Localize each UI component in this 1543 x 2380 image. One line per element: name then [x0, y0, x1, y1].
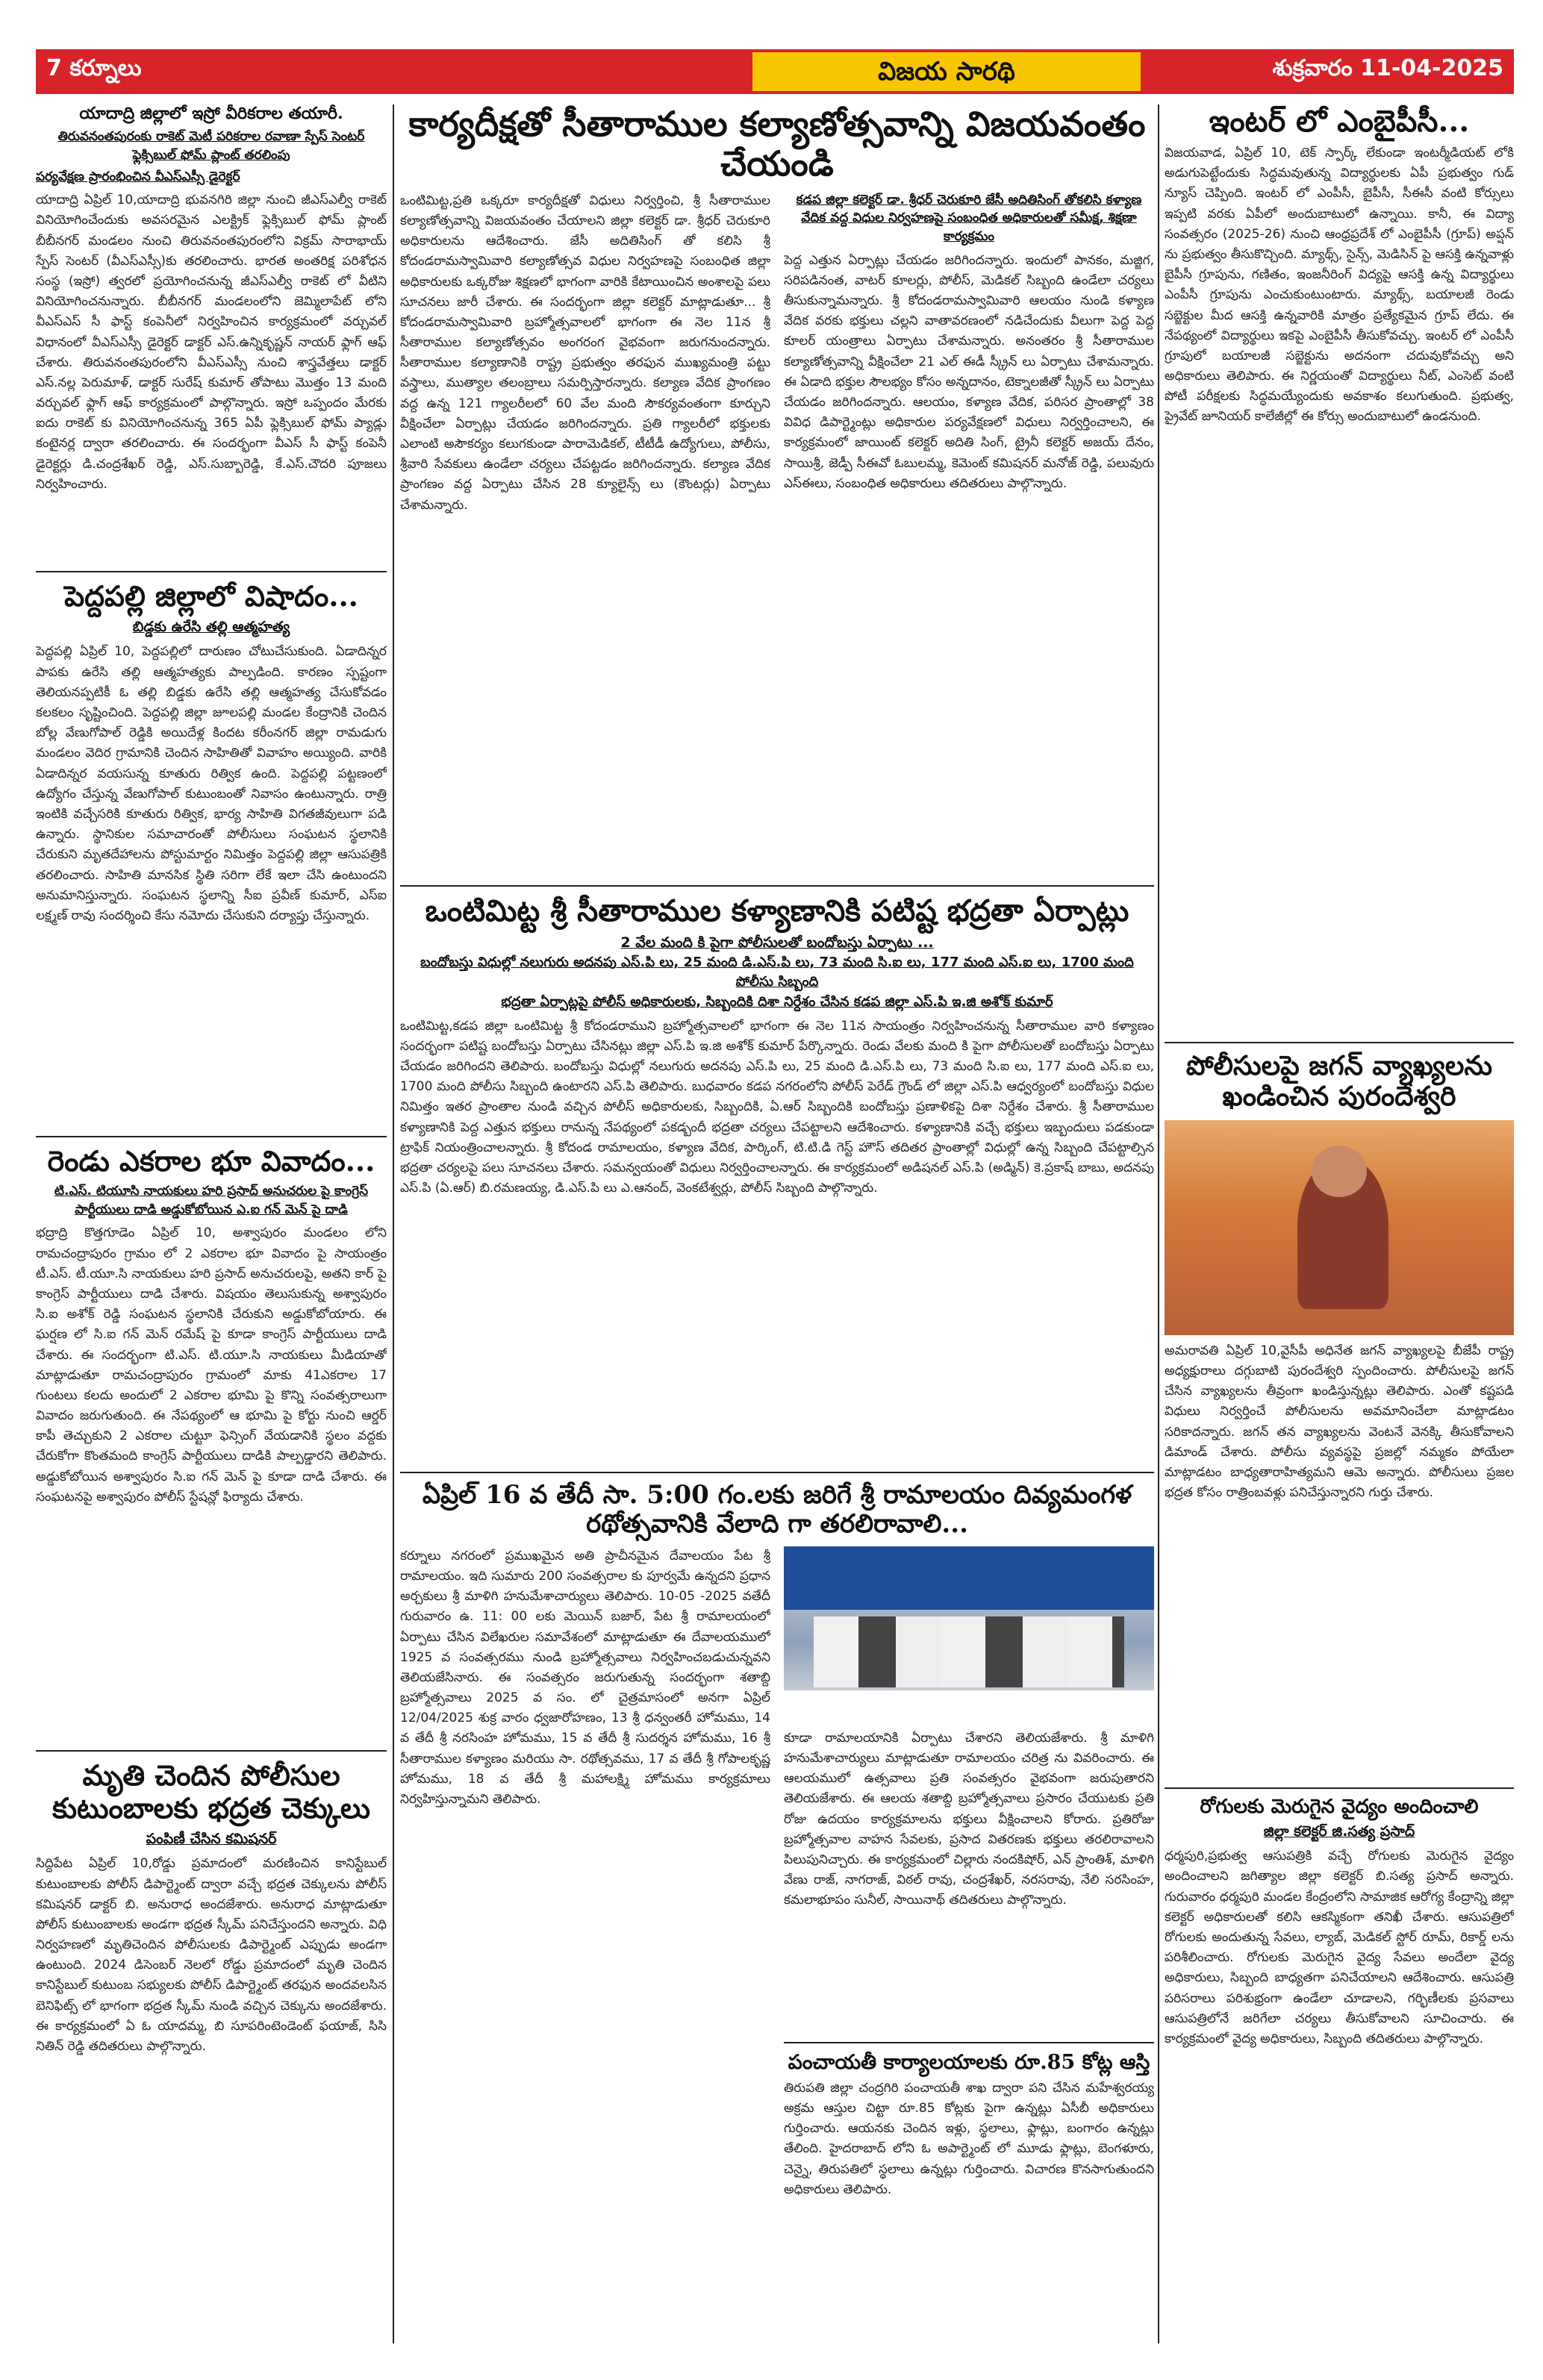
article-isro — [36, 104, 387, 563]
article-body: ఒంటిమిట్ట,ప్రతి ఒక్కరూ కార్యదీక్షతో విధులు నిర్వర్తించి, శ్రీ సీతారాముల కల్యాణోత్సవాన్ని విజయవంతం చేయాలని జిల్లా కలెక్టర్ డా. శ్రీధర్ చెరుకూరి అధికారులను ఆదేశించారు. జేసీ అదితిసింగ్ తో కలిసి శ్రీ కోదండరామస్వామివారి కల్యాణోత్సవ విధుల నిర్వహణపై సంబంధిత జిల్లా అధికారులకు ఒక్కరోజు శిక్షణలో భాగంగా వారికి కేటాయించిన అంశాలపై పలు సూచనలు జారీ చేశారు. ఈ సందర్భంగా జిల్లా కలెక్టర్ మాట్లాడుతూ... శ్రీ కోదండరామస్వామివారి బ్రహ్మోత్సవాలలో భాగంగా ఈ నెల 11న శ్రీ సీతారాముల కల్యాణోత్సవం అంగరంగ వైభవంగా జరుగనుందన్నారు. సీతారాముల కల్యాణానికి రాష్ట్ర ప్రభుత్వం తరఫున ముఖ్యమంత్రి పట్టు వస్త్రాలు, ముత్యాల తలంబ్రాలు సమర్పిస్తారన్నారు. కల్యాణ వేదిక ప్రాంగణం వద్ద ఉన్న 121 గ్యాలరీలలో 60 వేల మంది సౌకర్యవంతంగా కూర్చుని వీక్షించేలా ఏర్పాట్లు చేయడం జరిగిందన్నారు. ప్రతి గ్యాలరీలో భక్తులకు ఎలాంటి అసౌకర్యం కలుగకుండా పారామెడికల్, టీటీడీ ఉద్యోగులు, పోలీసు, శ్రీవారి సేవకులు ఉండేలా చర్యలు చేపట్టడం జరిగిందన్నారు. కల్యాణ వేదిక ప్రాంగణం వద్ద ఏర్పాటు చేసిన 28 క్యూలైన్స్ లు (కౌంటర్లు) ఏర్పాటు చేశామన్నారు. — [400, 193, 770, 513]
article-body: ధర్మపురి,ప్రభుత్వ ఆసుపత్రికి వచ్చే రోగులకు మెరుగైన వైద్యం అందించాలని జగిత్యాల జిల్లా కలెక్టర్ బి.సత్య ప్రసాద్ అన్నారు. గురువారం ధర్మపురి మండల కేంద్రంలోని సామాజిక ఆరోగ్య కేంద్రాన్ని జిల్లా కలెక్టర్ అధికారులతో కలిసి ఆకస్మికంగా తనిఖీ చేశారు. ఆసుపత్రిలో రోగులకు అందుతున్న సేవలు, ల్యాబ్, మెడికల్ స్టోర్ రూమ్, రికార్డ్ లను పరిశీలించారు. రోగులకు మెరుగైన వైద్య సేవలు అందేలా వైద్య అధికారులు, సిబ్బంది బాధ్యతగా పనిచేయాలని ఆదేశించారు. ఆసుపత్రి పరిసరాలు పరిశుభ్రంగా ఉండేలా చూడాలని, గర్భిణీలకు ప్రసవాలు ఆసుపత్రిలోనే జరిగేలా చర్యలు తీసుకోవాలని సూచించారు. ఈ కార్యక్రమంలో వైద్య అధికారులు, సిబ్బంది తదితరులు పాల్గొన్నారు. — [1165, 1849, 1514, 2046]
article-subheadline: తిరువనంతపురంకు రాకెట్ మెటీ పరికరాల రవాణా స్పేస్ సెంటర్ ఫ్లెక్సిబుల్ ఫోమ్ ప్లాంట్ తరలింపు — [57, 129, 365, 163]
newspaper-page — [36, 49, 1514, 2348]
article-headline: మృతి చెందిన పోలీసుల కుటుంబాలకు భద్రత చెక్కులు — [52, 1758, 370, 1825]
page-number-district: 7 కర్నూలు — [46, 55, 142, 81]
article-subheadline: జిల్లా కలెక్టర్ జి.సత్య ప్రసాద్ — [1263, 1823, 1415, 1840]
article-body: తిరుపతి జిల్లా చంద్రగిరి పంచాయతీ శాఖ ద్వారా పని చేసిన మహేశ్వరయ్య అక్రమ ఆస్తుల చిట్టా రూ.85 కోట్లకు పైగా ఉన్నట్లు ఏసీబీ అధికారులు గుర్తించారు. ఆయనకు చెందిన ఇళ్లు, స్థలాలు, ఫ్లాట్లు, బంగారం ఉన్నట్లు తేలింది. హైదరాబాద్ లోని ఓ అపార్ట్మెంట్ లో మూడు ఫ్లాట్లు, బెంగళూరు, చెన్నై, తిరుపతిలో స్థలాలు ఉన్నట్లు గుర్తించారు. విచారణ కొనసాగుతుందని అధికారులు తెలిపారు. — [784, 2080, 1154, 2197]
photo-table — [784, 1690, 1154, 1722]
article-hospital — [1165, 1796, 1514, 2339]
article-body: పెద్ద ఎత్తున ఏర్పాట్లు చేయడం జరిగిందన్నారు. ఇందులో పానకం, మజ్జిగ, సరిపడినంత, వాటర్ కూలర్లు, పోలీస్, మెడికల్ సిబ్బంది ఉండేలా చర్యలు తీసుకున్నామన్నారు. శ్రీ కోదండరామస్వామివారి ఆలయం నుండి కళ్యాణ వేదిక వరకు భక్తులు చల్లని వాతావరణంలో నడిచేందుకు వీలుగా పెద్ద పెద్ద కూలర్ యంత్రాలు ఏర్పాటు చేశామన్నారు. అనంతరం శ్రీ సీతారాముల కల్యాణోత్సవాన్ని వీక్షించేలా 21 ఎల్ ఈడీ స్క్రీన్ లు ఏర్పాటు చేశామన్నారు. ఈ ఏడాది భక్తుల సౌలభ్యం కోసం అన్నదానం, టెక్నాలజీతో స్క్రీన్ లు ఏర్పాటు చేయడం జరిగిందన్నారు. ఆలయం, కళ్యాణ వేదిక, పరిసర ప్రాంతాల్లో 38 వివిధ డిపార్ట్మెంట్లు అధికారుల పర్యవేక్షణలో విధులు నిర్వర్తించాలని, ఈ కార్యక్రమంలో జాయింట్ కలెక్టర్ అదితి సింగ్, ట్రైనీ కలెక్టర్ అజయ్ దేనం, సాయిశ్రీ, జెడ్పీ సీఈవో ఓబులమ్మ, కెమెంట్ కమిషనర్ మనోజ్ రెడ్డి, పలువురు ఎస్ఈలు, సంబంధిత అధికారులు తదితరులు పాల్గొన్నారు. — [784, 252, 1154, 491]
article-police-families — [36, 1759, 387, 2242]
divider — [400, 885, 1154, 887]
article-body: విజయవాడ, ఏప్రిల్ 10, టెక్ స్పార్క్ లేకుండా ఇంటర్మీడియట్ లోకి అడుగుపెట్టేందుకు సిద్ధమవుతున్న విద్యార్థులకు ఏపీ ప్రభుత్వం గుడ్ న్యూస్ చెప్పింది. ఇంటర్ లో ఎంపీసీ, బైపీసీ, సీఈసీ వంటి కోర్సులు ఇప్పటి వరకు ఏపీలో అందుబాటులో ఉన్నాయి. కానీ, ఈ విద్యా సంవత్సరం (2025-26) నుంచి ఆంధ్రప్రదేశ్ లో ఎంబైపీసీ (గ్రూప్) అప్షన్ ను ప్రభుత్వం తీసుకొచ్చింది. మ్యాథ్స్, సైన్స్, మెడిసిన్ పై ఆసక్తి ఉన్నవాళ్లు బైపీసీ గ్రూపును, గణితం, ఇంజనీరింగ్ విద్యపై ఆసక్తి ఉన్న విద్యార్థులు ఎంపీసీ గ్రూపును ఎంచుకుంటుంటారు. మ్యాథ్స్, బయాలజీ రెండు సబ్జెక్టుల మీద ఆసక్తి ఉన్నవారికి మాత్రం ప్రత్యేకమైన గ్రూప్ లేదు. ఈ నేపథ్యంలో విద్యార్థులు ఇకపై ఎంబైపీసీ తీసుకోవచ్చు. ఇంటర్ లో ఎంపీసీ గ్రూపులో బయాలజీ సబ్జెక్టును అదనంగా చదువుకోవచ్చు అని అధికారులు తెలిపారు. ఈ నిర్ణయంతో విద్యార్థులు నీట్, ఎంసెట్ వంటి పోటీ పరీక్షలకు సిద్ధమయ్యేందుకు అవకాశం కలుగుతుంది. ప్రభుత్వ, ప్రైవేట్ జూనియర్ కాలేజీల్లో ఈ కోర్సు అందుబాటులో ఉండనుంది. — [1165, 146, 1514, 425]
article-security — [400, 894, 1154, 1464]
article-kalyanotsavam — [400, 104, 1154, 878]
article-purandeswari — [1165, 1051, 1514, 1780]
article-headline: ఏప్రిల్ 16 వ తేదీ సా. 5:00 గం.లకు జరిగే శ్రీ రామాలయం దివ్యమంగళ రథోత్సవానికి వేలాది గా తరలిరావాలి... — [422, 1479, 1132, 1539]
article-body: అమరావతి ఏప్రిల్ 10,వైసీపీ అధినేత జగన్ వ్యాఖ్యలపై బీజేపీ రాష్ట్ర అధ్యక్షురాలు దగ్గుబాటి పురందేశ్వరి స్పందించారు. పోలీసులపై జగన్ చేసిన వ్యాఖ్యలను తీవ్రంగా ఖండిస్తున్నట్లు తెలిపారు. ఎంతో కష్టపడి విధులు నిర్వర్తించే పోలీసులను అవమానించేలా మాట్లాడటం సరికాదన్నారు. జగన్ తన వ్యాఖ్యలను వెంటనే వెనక్కి తీసుకోవాలని డిమాండ్ చేశారు. పోలీసు వ్యవస్థపై ప్రజల్లో నమ్మకం పోయేలా మాట్లాడటం బాధ్యతారాహిత్యమని ఆమె అన్నారు. పోలీసులు ప్రజల భద్రత కోసం రాత్రింబవళ్లు పనిచేస్తున్నారని గుర్తు చేశారు. — [1165, 1343, 1514, 1501]
column-divider — [1158, 104, 1159, 2343]
divider — [1165, 1787, 1514, 1789]
article-subheadline: బిడ్డకు ఉరేసి తల్లి ఆత్మహత్య — [132, 618, 290, 635]
column-left — [36, 104, 387, 2242]
masthead — [36, 49, 1514, 94]
article-headline: పోలీసులపై జగన్ వ్యాఖ్యలను ఖండించిన పురందేశ్వరి — [1185, 1050, 1493, 1113]
divider — [400, 1472, 1154, 1473]
article-subheadline: భద్రతా ఏర్పాట్లపై పోలీస్ అధికారులకు, సిబ్బందికి దిశా నిర్దేశం చేసిన కడప జిల్లా ఎస్.పి ఇ.జి అశోక్ కుమార్ — [501, 993, 1053, 1010]
article-subheadline: బందోబస్తు విధుల్లో నలుగురు అదనపు ఎస్.పి లు, 25 మంది డి.ఎస్.పి లు, 73 మంది సి.ఐ లు, 177 మంది ఎస్.ఐ లు, 1700 మంది పోలీసు సిబ్బంది — [420, 955, 1134, 990]
article-subheadline: పంపిణీ చేసిన కమిషనర్ — [146, 1830, 277, 1847]
newspaper-title-box — [752, 52, 1141, 91]
article-land-dispute — [36, 1145, 387, 1743]
article-body: భద్రాద్రి కొత్తగూడెం ఏప్రిల్ 10, అశ్వాపురం మండలం లోని రామచంద్రాపురం గ్రామం లో 2 ఎకరాల భూ వివాదం పై సాయంత్రం టీ.ఎస్. టీ.యూ.సి నాయకులు హరి ప్రసాద్ అనుచరులపై, అతని కార్ పై కాంగ్రెస్ పార్టీయులు దాడి చేశారు. విషయం తెలుసుకున్న అశ్వాపురం సి.ఐ అశోక్ రెడ్డి సంఘటన స్థలానికి చేరుకుని అడ్డుకోబోయారు. ఈ ఘర్షణ లో సి.ఐ గన్ మెన్ రమేష్ పై కూడా కాంగ్రెస్ పార్టీయులు దాడి చేశారు. ఈ సందర్భంగా టి.ఎస్. టి.యూ.సి నాయకులు మీడియాతో మాట్లాడుతూ రామచంద్రాపురం గ్రామంలో మాకు 41ఎకరాల 17 గుంటలు కలదు అందులో 2 ఎకరాల భూమి పై కొన్ని సంవత్సరాలుగా వివాదం జరుగుతుంది. ఈ నేపథ్యంలో ఆ భూమి పై కోర్టు నుంచి ఆర్డర్ కాపీ తెచ్చుకుని 2 ఎకరాల చుట్టూ ఫెన్సింగ్ వేయడానికి స్థలం వద్దకు చేరుకోగా కొంతమంది కాంగ్రెస్ పార్టీయులు దాడికి పాల్పడ్డారని తెలిపారు. అడ్డుకోబోయిన అశ్వాపురం సి.ఐ గన్ మెన్ పై కూడా దాడి చేశారు. ఈ సంఘటనపై అశ్వాపురం పోలీస్ స్టేషన్లో ఫిర్యాదు చేశారు. — [36, 1225, 387, 1505]
column-center — [400, 104, 1154, 2225]
article-headline: పెద్దపల్లి జిల్లాలో విషాదం... — [64, 579, 358, 613]
article-headline: రోగులకు మెరుగైన వైద్యం అందించాలి — [1200, 1795, 1479, 1818]
publication-date: శుక్రవారం 11-04-2025 — [1272, 55, 1503, 81]
article-headline: యాదాద్రి జిల్లాలో ఇస్రో వీరికరాల తయారీ. — [79, 104, 343, 123]
article-headline: రెండు ఎకరాల భూ వివాదం... — [47, 1144, 375, 1178]
article-body: కర్నూలు నగరంలో ప్రముఖమైన అతి ప్రాచీనమైన దేవాలయం పేట శ్రీ రామాలయం. ఇది సుమారు 200 సంవత్సరాల కు పూర్వమే ఉన్నదని ప్రధాన అర్చకులు శ్రీ మాళిగి హనుమేశాచార్యులు తెలిపారు. 10-05 -2025 వతేదీ గురువారం ఉ. 11: 00 లకు మెయిన్ బజార్, పేట శ్రీ రామాలయంలో ఏర్పాటు చేసిన విలేఖరుల సమావేశంలో మాట్లాడుతూ ఈ దేవాలయములో 1925 వ సంవత్సరము నుండి బ్రహ్మోత్సవాలు నిర్వహించబడుచున్నవని తెలియజేసినారు. ఈ సంవత్సరం జరుగుతున్న సందర్భంగా శతాబ్ది బ్రహ్మోత్సవాలు 2025 వ సం. లో చైత్రమాసంలో అనగా ఏప్రిల్ 12/04/2025 శుక్ర వారం ధ్వజారోహణం, 13 శ్రీ ధన్వంతరీ హోమము, 14 వ తేదీ శ్రీ నరసింహ హోమము, 15 వ తేదీ శ్రీ సుదర్శన హోమము, 16 శ్రీ సీతారాముల కళ్యాణం మరియు సా. రథోత్సవము, 17 వ తేదీ శ్రీ గోపాలకృష్ణ హోమము, 18 వ తేదీ శ్రీ మహాలక్ష్మి హోమము కార్యక్రమాలు నిర్వహిస్తున్నామని తెలిపారు. — [400, 1548, 770, 1808]
newspaper-title: విజయ సారథి — [878, 57, 1015, 87]
article-body: కూడా రామాలయానికి ఏర్పాటు చేశారని తెలియజేశారు. శ్రీ మాళిగి హనుమేశాచార్యులు మాట్లాడుతూ రామాలయం చరిత్ర ను వివరించారు. ఈ ఆలయములో ఉత్సవాలు ప్రతి సంవత్సరం వైభవంగా జరుపుతారని తెలియజేశారు. ఈ ఆలయ శతాబ్ది బ్రహ్మోత్సవాలు ప్రసారం చేయుటకు ప్రతి రోజు ఉదయం కార్యక్రమాలను భక్తులు వీక్షించాలని కోరారు. ప్రతిరోజు బ్రహ్మోత్సవాల వాహన సేవలకు, ప్రసాద వితరణకు భక్తులు తరలిరావాలని పిలుపునిచ్చారు. ఈ కార్యక్రమంలో చిల్లారు నందకిషోర్, ఎన్ ప్రాంతిశ్, మాళిగి వేణు రాజ్, నాగరాజ్, విఠల్ రావు, చంద్రశేఖర్, నరసరావు, నేలి సరసింహ, కమలాభూపం సునీల్, సాయినాథ్ తదితరులు పాల్గొన్నారు. — [784, 1730, 1154, 1908]
article-subheadline: టి.ఎస్. టియూసి నాయకులు హరి ప్రసాద్ అనుచరుల పై కాంగ్రెస్ పార్టీయులు దాడి అడ్డుకోబోయిన ఎ.ఐ గన్ మెన్ పై దాడి — [54, 1184, 369, 1217]
purandeswari-photo — [1165, 1120, 1514, 1335]
divider — [784, 2042, 1154, 2043]
article-headline: కార్యదీక్షతో సీతారాముల కల్యాణోత్సవాన్ని విజయవంతం చేయండి — [408, 104, 1146, 184]
article-subheadline: కడప జిల్లా కలెక్టర్ డా. శ్రీధర్ చెరుకూరి జేసీ అదితిసింగ్ తోకలిసి కళ్యాణ వేదిక వద్ద విధుల నిర్వహణపై సంబంధిత అధికారులతో సమీక్ష, శిక్షణా కార్యక్రమం — [796, 192, 1142, 245]
press-meet-photo — [784, 1546, 1154, 1722]
article-body: యాదాద్రి ఏప్రిల్ 10,యాదాద్రి భువనగిరి జిల్లా నుంచి జీఎస్ఎల్వీ రాకెట్ వినియోగించేందుకు అవసరమైన ఎలక్ట్రిక్ ఫ్లెక్సిబుల్ ఫోమ్ ప్లాంట్ బీబీనగర్ మండలం నుంచి తిరువనంతపురంలోని విక్రమ్ సారాభాయ్ స్పేస్ సెంటర్ (వీఎస్ఎస్సీ)కు తరలించారు. భారత అంతరిక్ష పరిశోధన సంస్థ (ఇస్రో) త్వరలో ప్రయోగించనున్న జీఎస్ఎల్వీ రాకెట్ లో వీటిని వినియోగించనున్నారు. బీబీనగర్ మండలంలోని జెమ్మిలాపేట్ లోని వీఎస్ఎస్ సీ ఫాస్ట్ కంపెనీలో నిర్వహించిన కార్యక్రమంలో వర్చువల్ విధానంలో వీఎస్ఎస్సీ డైరెక్టర్ డాక్టర్ ఎస్.ఉన్నికృష్ణన్ నాయర్ ఫ్లాగ్ ఆఫ్ చేశారు. తిరువనంతపురంలోని వీఎస్ఎస్సీ నుంచి శాస్త్రవేత్తలు డాక్టర్ ఎస్.నల్ల పెరుమాళ్, డాక్టర్ సురేష్ కుమార్ తోపాటు మొత్తం 13 మంది వర్చువల్ ఫ్లాగ్ ఆఫ్ కార్యక్రమంలో పాల్గొన్నారు. ఇస్రో ఒప్పందం మేరకు ఐదు రాకెట్ కు వినియోగించనున్న 365 ఏపీ ఫ్లెక్సిబుల్ ఫోమ్ ప్యాడ్లు కంటైనర్ల ద్వారా తరలించారు. ఈ సందర్భంగా వీఎస్ సీ ఫాస్ట్ కంపెనీ డైరెక్టర్లు డి.చంద్రశేఖర్ రెడ్డి, ఎస్.సుబ్బారెడ్డి, కే.ఎస్.చౌదరి పూజలు నిర్వహించారు. — [36, 193, 387, 492]
article-subheadline: 2 వేల మంది కి పైగా పోలీసులతో బందోబస్తు ఏర్పాటు ... — [620, 934, 934, 951]
article-body: పెద్దపల్లి ఏప్రిల్ 10, పెద్దపల్లిలో దారుణం చోటుచేసుకుంది. ఏడాదిన్నర పాపకు ఉరేసి తల్లి ఆత్మహత్యకు పాల్పడింది. కారణం స్పష్టంగా తెలియనప్పటికీ ఓ తల్లి బిడ్డకు ఉరేసి తల్లి ఆత్మహత్య చేసుకోవడం కలకలం సృష్టించింది. పెద్దపల్లి జిల్లా జూలపల్లి మండల కేంద్రానికి చెందిన బోల్ల వేణుగోపాల్ రెడ్డికి అయిదేళ్ల కిందట కరీంనగర్ జిల్లా రామడుగు మండలం వెదిర గ్రామానికి చెందిన సాహితితో వివాహం అయ్యింది. వారికి ఏడాదిన్నర వయసున్న కూతురు రిత్విక ఉంది. పెద్దపల్లి పట్టణంలో ఉద్యోగం చేస్తున్న వేణుగోపాల్ కుటుంబంతో నివాసం ఉంటున్నారు. రాత్రి ఇంటికి వచ్చేసరికి కూతురు రిత్విక, భార్య సాహితి విగతజీవులుగా పడి ఉన్నారు. స్థానికుల సమాచారంతో పోలీసులు సంఘటన స్థలానికి చేరుకుని మృతదేహాలను పోస్టుమార్టం నిమిత్తం పెద్దపల్లి జిల్లా ఆసుపత్రికి తరలించారు. సాహితి మానసిక స్థితి సరిగా లేకే ఇలా చేసి ఉంటుందని అనుమానిస్తున్నారు. సంఘటన స్థలాన్ని సీఐ ప్రవీణ్ కుమార్, ఎస్ఐ లక్ష్మణ్ రావు సందర్శించి కేసు నమోదు చేసుకుని దర్యాప్తు చేస్తున్నారు. — [36, 644, 387, 923]
article-peddapalli — [36, 580, 387, 1128]
divider — [1165, 1042, 1514, 1043]
photo-banner — [784, 1546, 1154, 1610]
photo-people — [814, 1617, 1125, 1687]
article-rathotsavam — [400, 1481, 1154, 2225]
article-body: సిద్దిపేట ఏప్రిల్ 10,రోడ్డు ప్రమాదంలో మరణించిన కానిస్టేబుల్ కుటుంబాలకు పోలీస్ డిపార్ట్మెంట్ ద్వారా వచ్చే భద్రత చెక్కులను పోలీస్ కమిషనర్ డాక్టర్ బి. అనురాధ అందజేశారు. అనురాధ మాట్లాడుతూ పోలీస్ కుటుంబాలకు అండగా భద్రత స్కీమ్ పనిచేస్తుందని అన్నారు. విధి నిర్వహణలో మృతిచెందిన పోలీసులకు డిపార్ట్మెంట్ ఎప్పుడు అండగా ఉంటుంది. 2024 డిసెంబర్ నెలలో రోడ్డు ప్రమాదంలో మృతి చెందిన కానిస్టేబుల్ కుటుంబ సభ్యులకు పోలీస్ డిపార్ట్మెంట్ తరఫున అందవలసిన బెనిఫిట్స్ లో భాగంగా భద్రత స్కీమ్ నుండి వచ్చిన చెక్కును అందజేశారు. ఈ కార్యక్రమంలో ఏ ఓ యాదమ్మ, బి సూపరింటెండెంట్ ఫయాజ్, సిసి నితిన్ రెడ్డి తదితరులు పాల్గొన్నారు. — [36, 1856, 387, 2055]
divider — [36, 571, 387, 572]
divider — [36, 1750, 387, 1752]
divider — [36, 1136, 387, 1137]
article-subheadline: పర్యవేక్షణ ప్రారంభించిన వీఎస్ఎస్సీ డైరెక్టర్ — [36, 169, 240, 184]
article-headline: ఒంటిమిట్ట శ్రీ సీతారాముల కళ్యాణానికి పటిష్ట భద్రతా ఏర్పాట్లు — [425, 893, 1129, 928]
article-mbipc — [1165, 104, 1514, 1034]
article-headline: పంచాయతీ కార్యాలయాలకు రూ.85 కోట్ల ఆస్తి — [788, 2050, 1150, 2074]
article-body: ఒంటిమిట్ట,కడప జిల్లా ఒంటిమిట్ట శ్రీ కోదండరాముని బ్రహ్మోత్సవాలలో భాగంగా ఈ నెల 11న సాయంత్రం నిర్వహించనున్న సీతారాముల వారి కళ్యాణం సందర్భంగా పటిష్ట బందోబస్తు ఏర్పాటు చేసినట్లు జిల్లా ఎస్.పి ఇ.జి అశోక్ కుమార్ పేర్కొన్నారు. రెండు వేలకు మంది కి పైగా పోలీసులతో బందోబస్తు ఏర్పాటు చేయడం జరిగిందని తెలిపారు. బందోబస్తు విధుల్లో నలుగురు అదనపు ఎస్.పి లు, 25 మంది డి.ఎస్.పి లు, 73 మంది సి.ఐ లు, 177 మంది ఎస్.ఐ లు, 1700 మంది పోలీసు సిబ్బంది ఉంటారని ఎస్.పి తెలిపారు. బుధవారం కడప నగరంలోని పోలీస్ పెరేడ్ గ్రౌండ్ లో జిల్లా ఎస్.పి ఆధ్వర్యంలో బందోబస్తు విధుల నిమిత్తం ఇతర ప్రాంతాల నుండి వచ్చిన పోలీస్ అధికారులకు, సిబ్బందికి, ఏ.ఆర్ సిబ్బందికి బందోబస్తు ప్రణాళికపై దిశా నిర్దేశం చేశారు. శ్రీ సీతారాముల కళ్యాణానికి పెద్ద ఎత్తున భక్తులు రానున్న నేపథ్యంలో పకడ్బందీ భద్రతా చర్యలు చేపట్టాలని ఆదేశించారు. కళ్యాణానికి వచ్చే భక్తులు ఇబ్బందులు పడకుండా ట్రాఫిక్ నియంత్రించాలన్నారు. శ్రీ కోదండ రామాలయం, కళ్యాణ వేదిక, పార్కింగ్, టి.టి.డి గెస్ట్ హౌస్ తదితర ప్రాంతాల్లో విధుల్లో ఉన్న సిబ్బంది చేపట్టాల్సిన భద్రతా చర్యలపై పలు సూచనలు చేశారు. సమన్వయంతో విధులు నిర్వర్తించాలన్నారు. ఈ కార్యక్రమంలో అడిషనల్ ఎస్.పి (అడ్మిన్) కె.ప్రకాష్ బాబు, అదనపు ఎస్.పి (ఏ.ఆర్) బి.రమణయ్య, డి.ఎస్.పి లు ఎ.ఆనంద్, వెంకటేశ్వర్లు, పోలీస్ సిబ్బంది పాల్గొన్నారు. — [400, 1018, 1154, 1196]
column-right — [1165, 104, 1514, 2339]
article-headline: ఇంటర్ లో ఎంబైపీసీ... — [1209, 104, 1470, 139]
column-divider — [393, 104, 394, 2343]
